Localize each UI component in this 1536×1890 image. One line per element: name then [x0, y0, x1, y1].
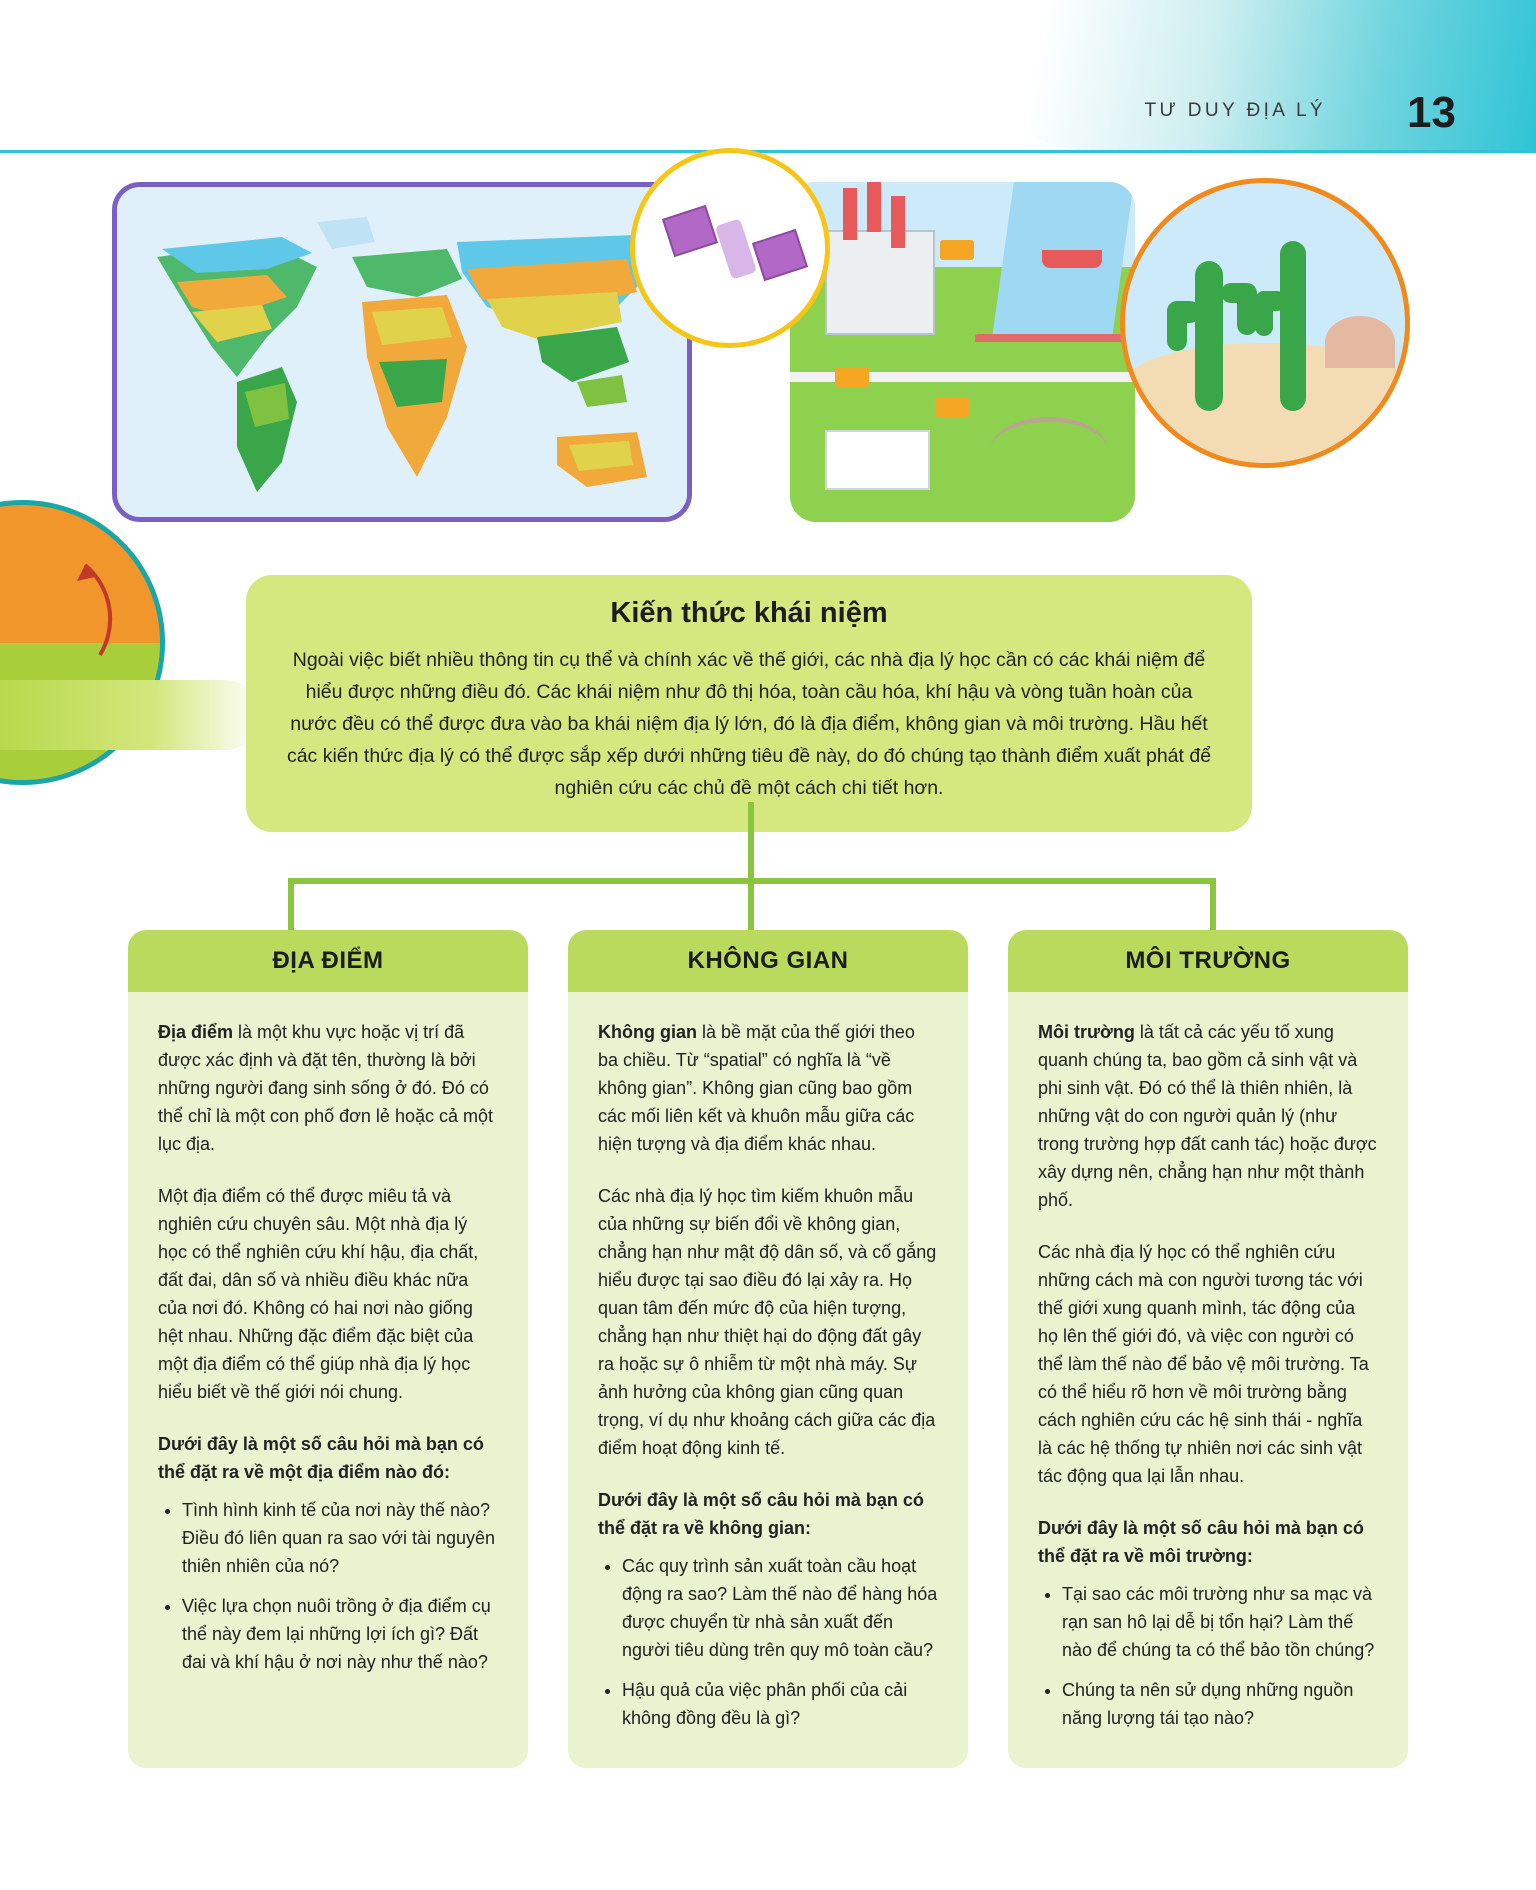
connector-vertical-environment: [1210, 878, 1216, 934]
page-number: 13: [1407, 88, 1456, 137]
chimney-icon: [843, 188, 857, 240]
cactus-arm-icon: [1237, 283, 1257, 335]
space-question-list: [598, 1552, 938, 1732]
satellite-body-icon: [715, 218, 757, 279]
illustration-row: [0, 170, 1536, 530]
space-definition-rest: là bề mặt của thế giới theo ba chiều. Từ “spatial” có nghĩa là “về không gian”. Không gian cũng bao gồm các mối liên kết và khuôn mẫu giữa các hiện tượng và địa điểm khác nhau.: [598, 1022, 915, 1154]
list-item: • Việc lựa chọn nuôi trồng ở địa điểm cụ thể này đem lại những lợi ích gì? Đất đai và khí hậu ở nơi này như thế nào?: [182, 1592, 498, 1676]
space-questions-heading: Dưới đây là một số câu hỏi mà bạn có thể đặt ra về không gian:: [598, 1490, 924, 1538]
solar-panel-icon: [752, 229, 808, 281]
list-item: • Chúng ta nên sử dụng những nguồn năng lượng tái tạo nào?: [1062, 1676, 1378, 1732]
environment-term: Môi trường: [1038, 1022, 1135, 1042]
truck-icon: [940, 240, 974, 260]
decorative-green-ribbon: [0, 680, 260, 750]
space-definition-paragraph: [598, 1018, 938, 1158]
concept-text: Ngoài việc biết nhiều thông tin cụ thể và chính xác về thế giới, các nhà địa lý học cần có các khái niệm để hiểu được những điều đó. Các khái niệm như đô thị hóa, toàn cầu hóa, khí hậu và vòng tuần hoàn của nước đều có thể được đưa vào ba khái niệm địa lý lớn, đó là địa điểm, không gian và môi trường. Hầu hết các kiến thức địa lý có thể được sắp xếp dưới những tiêu đề này, do đó chúng tạo thành điểm xuất phát để nghiên cứu các chủ đề một cách chi tiết hơn.: [286, 649, 1212, 799]
connector-vertical-space: [748, 878, 754, 934]
column-body-place: [128, 992, 528, 1676]
concept-knowledge-box: [246, 575, 1252, 832]
concept-columns: [0, 930, 1536, 1768]
place-term: Địa điểm: [158, 1022, 234, 1042]
column-body-space: [568, 992, 968, 1732]
place-definition-paragraph: [158, 1018, 498, 1158]
satellite-illustration: [630, 148, 830, 348]
concept-title: Kiến thức khái niệm: [610, 597, 888, 629]
list-item: • Tình hình kinh tế của nơi này thế nào? Điều đó liên quan ra sao với tài nguyên thiên nhiên của nó?: [182, 1496, 498, 1580]
boat-icon: [1042, 250, 1102, 268]
chimney-icon: [867, 182, 881, 232]
world-map-icon: [117, 187, 692, 522]
column-body-environment: [1008, 992, 1408, 1732]
environment-definition-paragraph: [1038, 1018, 1378, 1214]
list-item: • Tại sao các môi trường như sa mạc và rạn san hô lại dễ bị tổn hại? Làm thế nào để chúng ta có thể bảo tồn chúng?: [1062, 1580, 1378, 1664]
cactus-arm-icon: [1255, 291, 1273, 336]
column-heading-environment: MÔI TRƯỜNG: [1008, 930, 1408, 992]
connector-vertical-main: [748, 802, 754, 880]
header-divider-line: [0, 150, 1536, 153]
warehouse-icon: [825, 430, 930, 490]
environment-questions-heading: Dưới đây là một số câu hỏi mà bạn có thể đặt ra về môi trường:: [1038, 1518, 1364, 1566]
cactus-icon: [1280, 241, 1306, 411]
rock-icon: [1325, 316, 1395, 368]
space-detail-paragraph: Các nhà địa lý học tìm kiếm khuôn mẫu của những sự biến đổi về không gian, chẳng hạn như mật độ dân số, và cố gắng hiểu được tại sao điều đó lại xảy ra. Họ quan tâm đến mức độ của hiện tượng, chẳng hạn như thiệt hại do động đất gây ra hoặc sự ô nhiễm từ một nhà máy. Sự ảnh hưởng của không gian cũng quan trọng, ví dụ như khoảng cách giữa các địa điểm hoạt động kinh tế.: [598, 1186, 937, 1458]
space-term: Không gian: [598, 1022, 697, 1042]
column-heading-space: KHÔNG GIAN: [568, 930, 968, 992]
truck-icon: [835, 367, 869, 387]
place-definition-rest: là một khu vực hoặc vị trí đã được xác định và đặt tên, thường là bởi những người đang sinh sống ở đó. Đó có thể chỉ là một con phố đơn lẻ hoặc cả một lục địa.: [158, 1022, 493, 1154]
chimney-icon: [891, 196, 905, 248]
column-environment: [1008, 930, 1408, 1768]
connector-vertical-place: [288, 878, 294, 934]
column-place: [128, 930, 528, 1768]
industry-illustration: [790, 182, 1135, 522]
solar-panel-icon: [662, 205, 718, 257]
factory-icon: [825, 230, 935, 335]
place-questions-heading: Dưới đây là một số câu hỏi mà bạn có thể đặt ra về một địa điểm nào đó:: [158, 1434, 484, 1482]
cactus-arm-icon: [1167, 301, 1187, 351]
truck-icon: [935, 397, 969, 417]
column-heading-place: ĐỊA ĐIỂM: [128, 930, 528, 992]
list-item: • Hậu quả của việc phân phối của cải không đồng đều là gì?: [622, 1676, 938, 1732]
environment-question-list: [1038, 1580, 1378, 1732]
section-title: TƯ DUY ĐỊA LÝ: [1144, 100, 1326, 121]
place-question-list: [158, 1496, 498, 1676]
cactus-icon: [1195, 261, 1223, 411]
desert-illustration: [1120, 178, 1410, 468]
environment-definition-rest: là tất cả các yếu tố xung quanh chúng ta, bao gồm cả sinh vật và phi sinh vật. Đó có thể là thiên nhiên, là những vật do con người quản lý (như trong trường hợp đất canh tác) hoặc được xây dựng nên, chẳng hạn như một thành phố.: [1038, 1022, 1377, 1210]
place-detail-paragraph: Một địa điểm có thể được miêu tả và nghiên cứu chuyên sâu. Một nhà địa lý học có thể nghiên cứu khí hậu, địa chất, đất đai, dân số và nhiều điều khác nữa của nơi đó. Không có hai nơi nào giống hệt nhau. Những đặc điểm đặc biệt của một địa điểm có thể giúp nhà địa lý học hiểu biết về thế giới nói chung.: [158, 1186, 479, 1402]
world-map-illustration: [112, 182, 692, 522]
list-item: • Các quy trình sản xuất toàn cầu hoạt động ra sao? Làm thế nào để hàng hóa được chuyển từ nhà sản xuất đến người tiêu dùng trên quy mô toàn cầu?: [622, 1552, 938, 1664]
page-header: [0, 0, 1536, 152]
column-space: [568, 930, 968, 1768]
environment-detail-paragraph: Các nhà địa lý học có thể nghiên cứu những cách mà con người tương tác với thế giới xung quanh mình, tác động của họ lên thế giới đó, và việc con người có thể làm thế nào để bảo vệ môi trường. Ta có thể hiểu rõ hơn về môi trường bằng cách nghiên cứu các hệ sinh thái - nghĩa là các hệ thống tự nhiên nơi các sinh vật tác động qua lại lẫn nhau.: [1038, 1242, 1369, 1486]
